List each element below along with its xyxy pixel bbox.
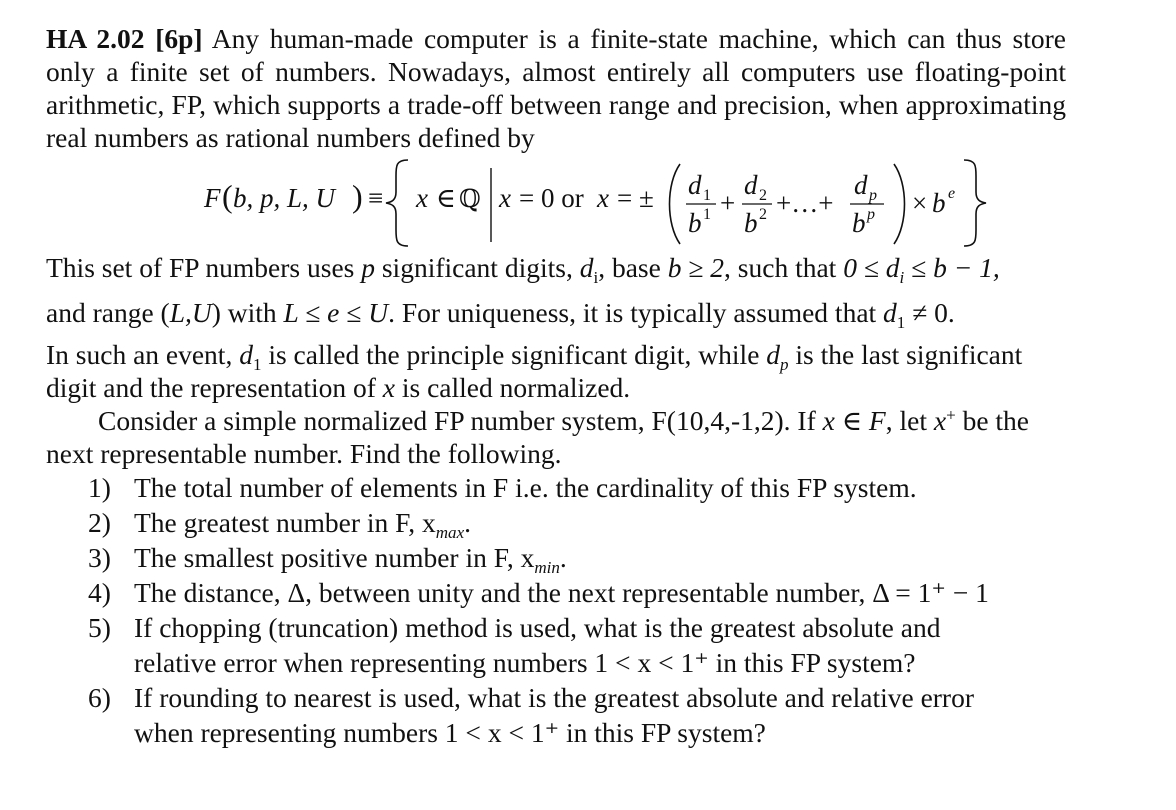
svg-text:+: + bbox=[720, 188, 736, 218]
svg-text:x: x bbox=[597, 183, 609, 213]
definition-line-3: In such an event, $d_1$ is called the principle significant digit, while $d_p$ is the last significant digit and the representation of x is called normalized. bbox=[46, 339, 1023, 403]
question-item: 2) The greatest number in F, $x_{max}$. bbox=[88, 507, 471, 542]
svg-text:b: b bbox=[688, 208, 702, 238]
svg-text:b: b bbox=[852, 208, 866, 238]
svg-text:d: d bbox=[688, 170, 702, 200]
svg-text:b, p, L, U: b, p, L, U bbox=[233, 183, 336, 213]
svg-text:2: 2 bbox=[759, 187, 767, 204]
svg-text:d: d bbox=[744, 170, 758, 200]
svg-text:p: p bbox=[867, 206, 875, 223]
svg-text:≡: ≡ bbox=[368, 183, 384, 213]
intro-text: Any human-made computer is a finite-state machine, which can thus store only a finite set of numbers. Nowadays, almost entirely all computers use floating-point arithmetic, FP, which supports a trade-off between range and precision, when approximating real numbers as rational numbers defined by bbox=[46, 23, 1067, 153]
question-item: 5) If chopping (truncation) method is used, what is the greatest absolute and relative error when representing numbers 1 < x < 1⁺ in this FP system? bbox=[88, 612, 941, 678]
svg-text:x: x bbox=[416, 183, 428, 213]
formula-lhs: F bbox=[204, 183, 221, 213]
svg-text:2: 2 bbox=[759, 206, 767, 223]
svg-text:(: ( bbox=[222, 178, 233, 214]
svg-text:∈: ∈ bbox=[436, 183, 456, 213]
set-open-brace bbox=[386, 160, 408, 246]
fp-set-formula bbox=[46, 154, 1066, 248]
consider-paragraph: Consider a simple normalized FP number system, F(10,4,-1,2). If x ∈ F, let x+ be the next representable number. Find the following. bbox=[46, 405, 1029, 469]
svg-text:b: b bbox=[744, 208, 758, 238]
set-close-brace bbox=[964, 160, 986, 246]
svg-text:x: x bbox=[499, 183, 511, 213]
svg-text:1: 1 bbox=[703, 187, 711, 204]
question-list bbox=[46, 470, 1066, 750]
svg-text:): ) bbox=[352, 178, 363, 214]
formula-graphic bbox=[46, 154, 1066, 248]
svg-text:p: p bbox=[869, 187, 877, 204]
question-item: 3) The smallest positive number in F, $x_{min}$. bbox=[88, 542, 567, 577]
svg-text:+…+: +…+ bbox=[776, 188, 834, 218]
problem-intro bbox=[46, 22, 1066, 154]
rationals-symbol: ℚ bbox=[459, 184, 481, 213]
svg-text:= ±: = ± bbox=[617, 183, 654, 213]
sum-close-paren bbox=[894, 164, 905, 244]
svg-text:1: 1 bbox=[703, 206, 711, 223]
svg-text:d: d bbox=[854, 170, 868, 200]
problem-code: HA 2.02 [6p] bbox=[46, 23, 203, 54]
definition-line-1: This set of FP numbers uses p significant digits, $d_i$, base b ≥ 2, such that $0 \le d_i \le b - 1$, bbox=[46, 252, 1000, 287]
svg-text:b: b bbox=[932, 188, 946, 218]
svg-text:×: × bbox=[912, 188, 928, 218]
svg-text:= 0 or: = 0 or bbox=[519, 183, 584, 213]
question-item: 1) The total number of elements in F i.e. the cardinality of this FP system. bbox=[88, 472, 917, 503]
svg-text:e: e bbox=[948, 185, 956, 202]
sum-open-paren bbox=[670, 164, 681, 244]
question-item: 4) The distance, Δ, between unity and the next representable number, Δ = 1⁺ − 1 bbox=[88, 577, 989, 608]
definition-line-2: and range (L,U) with L ≤ e ≤ U. For uniqueness, it is typically assumed that $d_1 \ne 0$. bbox=[46, 297, 955, 332]
question-item: 6) If rounding to nearest is used, what is the greatest absolute and relative error when representing numbers 1 < x < 1⁺ in this FP system? bbox=[88, 682, 974, 748]
